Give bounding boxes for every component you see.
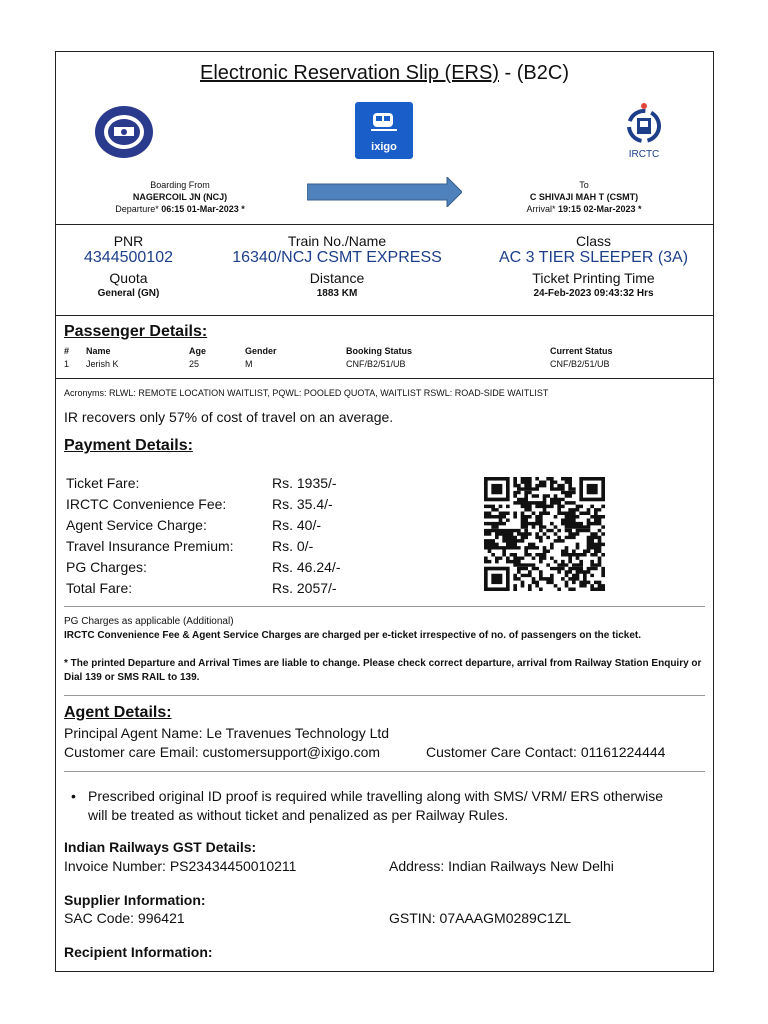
ticket-title (56, 62, 713, 85)
ixigo-logo (355, 102, 413, 159)
col-current-status: Current Status (550, 346, 613, 356)
train-value: 16340/NCJ CSMT EXPRESS (232, 249, 442, 266)
gst-heading: Indian Railways GST Details: (64, 839, 257, 855)
insurance-label: Travel Insurance Premium: (66, 538, 234, 554)
cell-gender: M (245, 359, 253, 369)
col-booking-status: Booking Status (346, 346, 413, 356)
invoice-number: Invoice Number: PS23434450010211 (64, 858, 297, 874)
recovery-note: IR recovers only 57% of cost of travel on an average. (64, 409, 394, 425)
customer-care-email: Customer care Email: customersupport@ixigo.com (64, 744, 381, 760)
ers-ticket (55, 51, 714, 972)
timing-note: * The printed Departure and Arrival Times are liable to change. Please check correct departure, arrival from Railway Station Enquiry or Dial 139 or SMS RAIL to 139. (64, 658, 702, 683)
agent-charge-value: Rs. 40/- (272, 517, 322, 533)
departure-label: Departure* (115, 204, 162, 214)
indian-railways-logo-icon (94, 105, 154, 159)
pg-note: PG Charges as applicable (Additional) (64, 616, 234, 627)
gstin: GSTIN: 07AAAGM0289C1ZL (389, 910, 572, 926)
print-time-label: Ticket Printing Time (532, 270, 655, 286)
quota-value: General (GN) (97, 288, 160, 299)
passenger-heading: Passenger Details: (64, 323, 208, 340)
convenience-fee-label: IRCTC Convenience Fee: (66, 496, 227, 512)
class-label: Class (575, 233, 611, 249)
boarding-info (80, 179, 280, 215)
distance-value: 1883 KM (316, 288, 358, 299)
insurance-value: Rs. 0/- (272, 538, 314, 554)
customer-care-contact: Customer Care Contact: 01161224444 (426, 744, 666, 760)
qr-code-icon (484, 477, 605, 591)
cell-booking-status: CNF/B2/51/UB (346, 359, 406, 369)
divider (64, 606, 705, 607)
col-index: # (64, 346, 70, 356)
departure-line (80, 203, 280, 215)
gst-address: Address: Indian Railways New Delhi (389, 858, 614, 874)
irctc-logo-label: IRCTC (628, 149, 660, 160)
boarding-station: NAGERCOIL JN (NCJ) (132, 192, 228, 202)
payment-labels (66, 473, 266, 599)
irctc-logo (622, 102, 666, 162)
distance-label: Distance (309, 270, 365, 286)
acronyms-text: Acronyms: RLWL: REMOTE LOCATION WAITLIST, PQWL: POOLED QUOTA, WAITLIST RSWL: ROAD-SIDE WAITLIST (64, 388, 549, 398)
pnr-block (66, 233, 191, 299)
total-fare-value: Rs. 2057/- (272, 580, 337, 596)
supplier-heading: Supplier Information: (64, 892, 206, 908)
fare-label: Ticket Fare: (66, 475, 140, 491)
cell-index: 1 (64, 359, 70, 369)
quota-label: Quota (109, 270, 148, 286)
pg-charges-value: Rs. 46.24/- (272, 559, 341, 575)
table-row (64, 359, 704, 371)
title-suffix: - (B2C) (499, 62, 569, 84)
col-name: Name (86, 346, 111, 356)
train-icon (371, 111, 397, 133)
journey-arrow-icon (307, 177, 462, 207)
destination-station: C SHIVAJI MAH T (CSMT) (529, 192, 639, 202)
divider (56, 378, 713, 379)
irctc-logo-icon (622, 102, 666, 146)
passenger-table-header (64, 346, 704, 358)
boarding-label: Boarding From (150, 180, 210, 190)
ixigo-logo-label: ixigo (371, 141, 397, 153)
class-block (481, 233, 706, 299)
payment-heading: Payment Details: (64, 437, 193, 454)
bullet-icon: • (71, 788, 76, 804)
departure-time: 06:15 01-Mar-2023 * (161, 204, 245, 214)
arrival-time: 19:15 02-Mar-2023 * (557, 204, 642, 214)
cell-current-status: CNF/B2/51/UB (550, 359, 610, 369)
destination-info (484, 179, 684, 215)
col-gender: Gender (245, 346, 277, 356)
col-age: Age (189, 346, 207, 356)
cell-name: Jerish K (86, 359, 119, 369)
cell-age: 25 (189, 359, 200, 369)
class-value: AC 3 TIER SLEEPER (3A) (498, 249, 689, 266)
arrival-line (484, 203, 684, 215)
divider (56, 315, 713, 316)
train-label: Train No./Name (287, 233, 387, 249)
id-proof-note: Prescribed original ID proof is required while travelling along with SMS/ VRM/ ERS otherwise will be treated as without ticket and penalized as per Railway Rules. (88, 788, 664, 823)
principal-agent: Principal Agent Name: Le Travenues Technology Ltd (64, 725, 390, 741)
destination-label: To (579, 180, 589, 190)
convenience-fee-value: Rs. 35.4/- (272, 496, 333, 512)
recipient-heading: Recipient Information: (64, 944, 213, 960)
title-main: Electronic Reservation Slip (ERS) (200, 62, 499, 84)
fare-value: Rs. 1935/- (272, 475, 337, 491)
divider (56, 224, 713, 225)
fee-note: IRCTC Convenience Fee & Agent Service Charges are charged per e-ticket irrespective of no. of passengers on the ticket. (64, 630, 642, 641)
divider (64, 695, 705, 696)
pnr-value: 4344500102 (84, 249, 173, 266)
train-block (214, 233, 460, 299)
pg-charges-label: PG Charges: (66, 559, 147, 575)
total-fare-label: Total Fare: (66, 580, 133, 596)
print-time-value: 24-Feb-2023 09:43:32 Hrs (533, 288, 654, 299)
payment-values (272, 473, 412, 599)
arrival-label: Arrival* (526, 204, 558, 214)
sac-code: SAC Code: 996421 (64, 910, 185, 926)
divider (64, 771, 705, 772)
pnr-label: PNR (113, 233, 144, 249)
agent-charge-label: Agent Service Charge: (66, 517, 207, 533)
agent-heading: Agent Details: (64, 704, 172, 721)
